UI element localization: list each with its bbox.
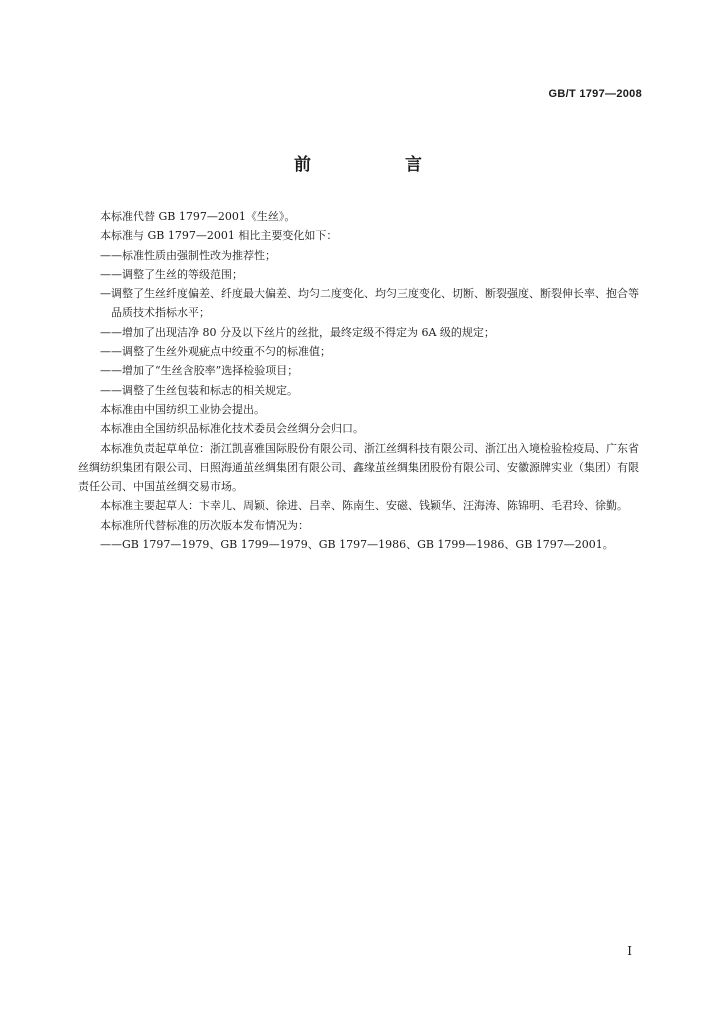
page-title: 前 言	[294, 155, 466, 175]
document-body	[78, 207, 644, 554]
paragraph-proposed-by: 本标准由中国纺织工业协会提出。	[100, 402, 265, 416]
paragraph-drafters: 本标准主要起草人：卞幸儿、周颖、徐进、吕幸、陈南生、安磁、钱颖华、汪海涛、陈锦明、毛君玲、徐勤。	[100, 499, 628, 513]
change-item-sericin-content: ——增加了“生丝含胶率”选择检验项目；	[100, 364, 299, 378]
paragraph-centralized-by: 本标准由全国纺织品标准化技术委员会丝绸分会归口。	[100, 422, 364, 436]
paragraph-drafting-units: 本标准负责起草单位：浙江凯喜雅国际股份有限公司、浙江丝绸科技有限公司、浙江出入境检验检疫局、广东省丝绸纺织集团有限公司、日照海通茧丝绸集团有限公司、鑫缘茧丝绸集团股份有限公司、安徽源牌实业（集团）有限责任公司、中国茧丝绸交易市场。	[78, 441, 639, 494]
standard-code: GB/T 1797—2008	[548, 88, 642, 100]
change-item-packaging: ——调整了生丝包装和标志的相关规定。	[100, 383, 298, 397]
paragraph-history-intro: 本标准所代替标准的历次版本发布情况为：	[100, 518, 309, 532]
page-number: I	[627, 944, 632, 958]
paragraph-history-list: ——GB 1797—1979、GB 1799—1979、GB 1797—1986、GB 1799—1986、GB 1797—2001。	[100, 538, 614, 552]
paragraph-replaces: 本标准代替 GB 1797—2001《生丝》。	[100, 210, 296, 223]
paragraph-changes-intro: 本标准与 GB 1797—2001 相比主要变化如下：	[100, 229, 338, 243]
change-item-grade-range: ——调整了生丝的等级范围；	[100, 267, 243, 281]
change-item-nature: ——标准性质由强制性改为推荐性；	[100, 248, 276, 262]
change-item-quality-indicators: —调整了生丝纤度偏差、纤度最大偏差、均匀二度变化、均匀三度变化、切断、断裂强度、断裂伸长率、抱合等品质技术指标水平；	[100, 287, 639, 320]
change-item-cleanness: ——增加了出现洁净 80 分及以下丝片的丝批，最终定级不得定为 6A 级的规定；	[100, 325, 495, 339]
change-item-skein-weight: ——调整了生丝外观疵点中绞重不匀的标准值；	[100, 345, 331, 359]
